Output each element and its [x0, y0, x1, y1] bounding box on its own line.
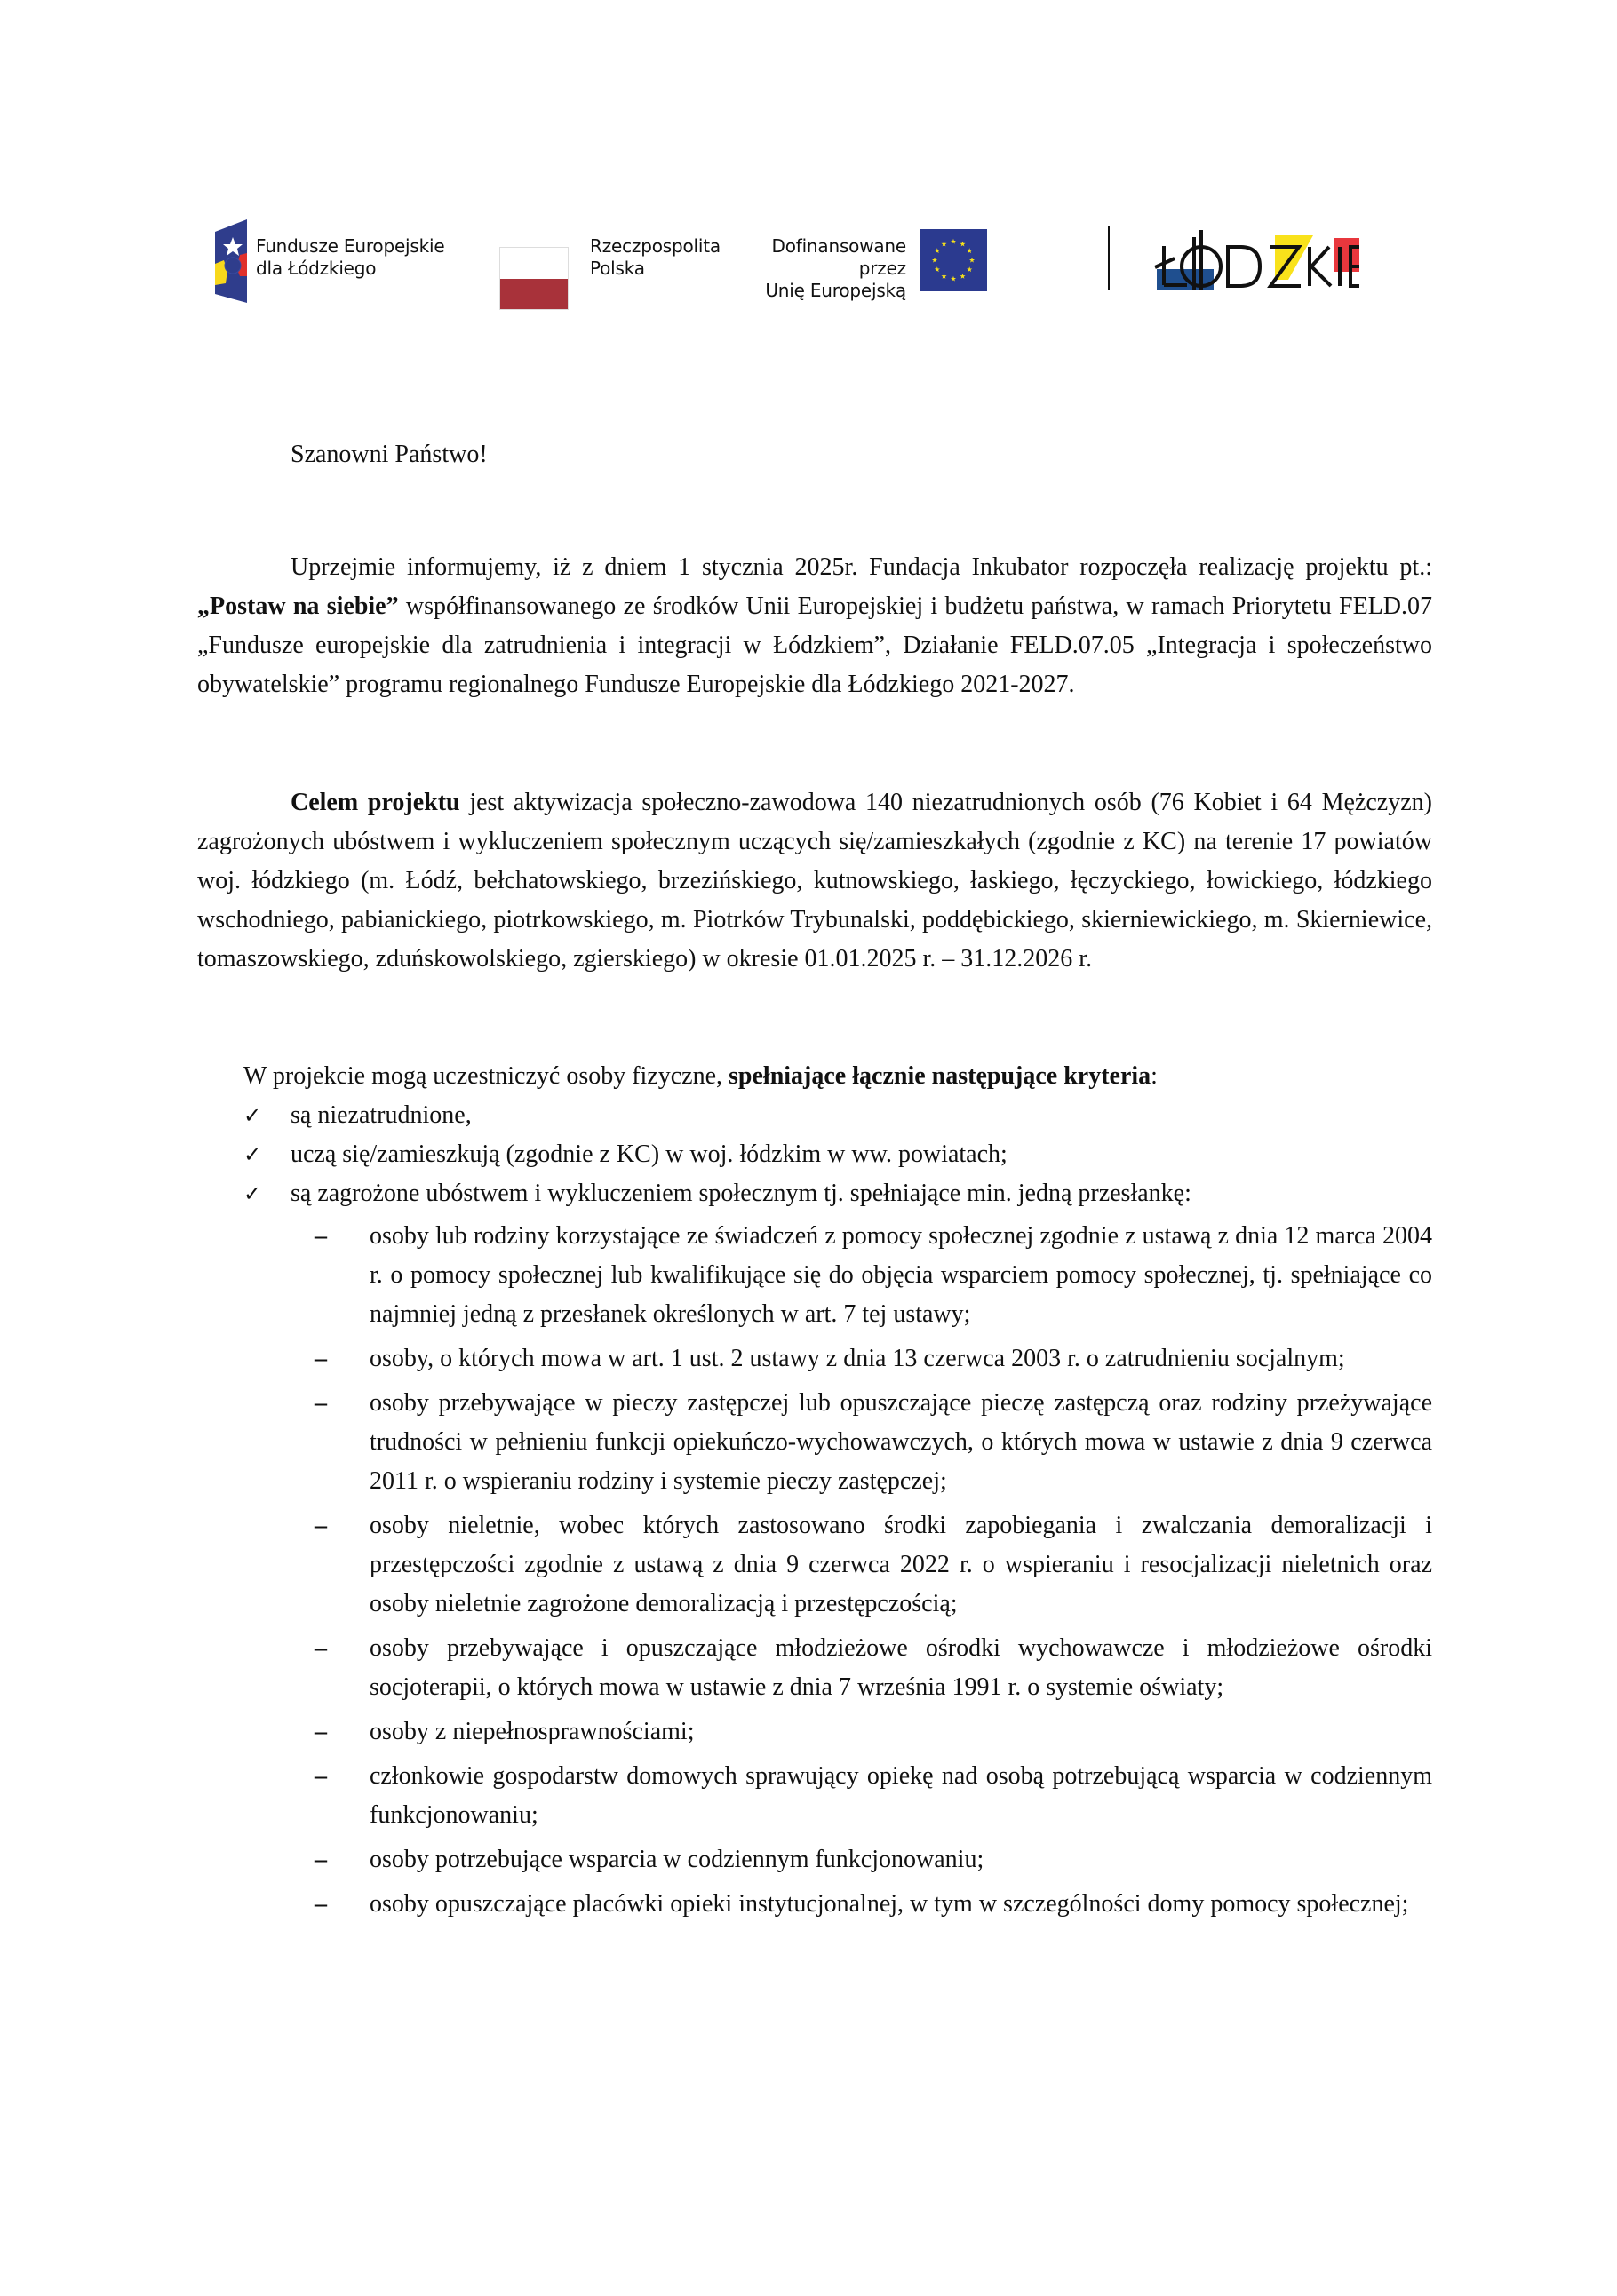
- criteria-text: są zagrożone ubóstwem i wykluczeniem społecznym tj. spełniające min. jedną przesłankę:: [291, 1180, 1191, 1207]
- condition-item: [315, 1217, 1432, 1334]
- project-title: „Postaw na siebie”: [197, 592, 399, 620]
- intro-paragraph: [197, 548, 1432, 704]
- eu-logo-line2: Unię Europejską: [765, 280, 906, 301]
- eu-funding-logo: [755, 218, 1075, 306]
- condition-item: [315, 1757, 1432, 1835]
- intro-text-before: Uprzejmie informujemy, iż z dniem 1 stycznia 2025r. Fundacja Inkubator rozpoczęła realizację projektu pt.:: [291, 553, 1432, 581]
- checkmark-icon: ✓: [243, 1103, 262, 1128]
- condition-text: osoby, o których mowa w art. 1 ust. 2 ustawy z dnia 13 czerwca 2003 r. o zatrudnieniu socjalnym;: [370, 1345, 1345, 1372]
- condition-text: osoby z niepełnosprawnościami;: [370, 1718, 695, 1745]
- fundusze-logo-line1: Fundusze Europejskie: [256, 235, 445, 257]
- criteria-text: są niezatrudnione,: [291, 1101, 472, 1129]
- conditions-list: [315, 1217, 1432, 1929]
- logo-strip: [204, 218, 1430, 311]
- criteria-intro-text: W projekcie mogą uczestniczyć osoby fizyczne,: [243, 1062, 729, 1090]
- fundusze-europejskie-logo: [204, 218, 453, 306]
- rzeczpospolita-polska-logo: [489, 218, 755, 306]
- dash-bullet-icon: –: [315, 1389, 327, 1417]
- condition-item: [315, 1885, 1432, 1924]
- criteria-item: [243, 1135, 1432, 1174]
- polska-logo-line2: Polska: [590, 258, 645, 279]
- checkmark-icon: ✓: [243, 1142, 262, 1167]
- criteria-intro-colon: :: [1151, 1062, 1158, 1090]
- project-goal-text: jest aktywizacja społeczno-zawodowa 140 niezatrudnionych osób (76 Kobiet i 64 Mężczyzn) zagrożonych ubóstwem i wykluczeniem społecznym uczących się/zamieszkałych (zgodnie z KC) na terenie 17 powiatów woj. łódzkiego (m. Łódź, bełchatowskiego, brzezińskiego, kutnowskiego, łaskiego, łęczyckiego, łowickiego, łódzkiego wschodniego, pabianickiego, piotrkowskiego, m. Piotrków Trybunalski, poddębickiego, skierniewickiego, m. Skierniewice, tomaszowskiego, zduńskowolskiego, zgierskiego) w okresie 01.01.2025 r. – 31.12.2026 r.: [197, 789, 1432, 973]
- condition-text: osoby nieletnie, wobec których zastosowano środki zapobiegania i zwalczania demoralizacji i przestępczości zgodnie z ustawą z dnia 9 czerwca 2022 r. o wspieraniu i resocjalizacji nieletnich oraz osoby nieletnie zagrożone demoralizacją i przestępczością;: [370, 1512, 1432, 1617]
- condition-text: osoby lub rodziny korzystające ze świadczeń z pomocy społecznej zgodnie z ustawą z dnia 12 marca 2004 r. o pomocy społecznej lub kwalifikujące się do objęcia wsparciem pomocy społecznej, tj. spełniające co najmniej jedną z przesłanek określonych w art. 7 tej ustawy;: [370, 1222, 1432, 1328]
- condition-item: [315, 1629, 1432, 1707]
- dash-bullet-icon: –: [315, 1634, 327, 1662]
- dash-bullet-icon: –: [315, 1846, 327, 1873]
- intro-text-after: współfinansowanego ze środków Unii Europejskiej i budżetu państwa, w ramach Priorytetu FELD.07 „Fundusze europejskie dla zatrudnienia i integracji w Łódzkiem”, Działanie FELD.07.05 „Integracja i społeczeństwo obywatelskie” programu regionalnego Fundusze Europejskie dla Łódzkiego 2021-2027.: [197, 592, 1432, 698]
- condition-text: osoby potrzebujące wsparcia w codziennym funkcjonowaniu;: [370, 1846, 984, 1873]
- criteria-item: [243, 1174, 1432, 1213]
- dash-bullet-icon: –: [315, 1890, 327, 1918]
- criteria-item: [243, 1096, 1432, 1135]
- dash-bullet-icon: –: [315, 1512, 327, 1539]
- criteria-list: [243, 1096, 1432, 1213]
- condition-text: członkowie gospodarstw domowych sprawujący opiekę nad osobą potrzebującą wsparcia w codziennym funkcjonowaniu;: [370, 1762, 1432, 1829]
- condition-item: [315, 1840, 1432, 1879]
- condition-item: [315, 1384, 1432, 1501]
- condition-text: osoby przebywające w pieczy zastępczej lub opuszczające pieczę zastępczą oraz rodziny przeżywające trudności w pełnieniu funkcji opiekuńczo-wychowawczych, o których mowa w ustawie z dnia 9 czerwca 2011 r. o wspieraniu rodziny i systemie pieczy zastępczej;: [370, 1389, 1432, 1495]
- checkmark-icon: ✓: [243, 1181, 262, 1206]
- eu-flag-icon: [920, 229, 987, 291]
- condition-text: osoby przebywające i opuszczające młodzieżowe ośrodki wychowawcze i młodzieżowe ośrodki socjoterapii, o których mowa w ustawie z dnia 7 września 1991 r. o systemie oświaty;: [370, 1634, 1432, 1701]
- dash-bullet-icon: –: [315, 1762, 327, 1790]
- greeting: Szanowni Państwo!: [291, 441, 488, 468]
- condition-text: osoby opuszczające placówki opieki instytucjonalnej, w tym w szczególności domy pomocy społecznej;: [370, 1890, 1409, 1918]
- logo-separator: [1108, 226, 1110, 290]
- polish-flag-icon: [499, 247, 569, 310]
- project-goal-label: Celem projektu: [291, 789, 460, 816]
- dash-bullet-icon: –: [315, 1222, 327, 1250]
- dash-bullet-icon: –: [315, 1345, 327, 1372]
- condition-item: [315, 1506, 1432, 1624]
- eu-logo-line1: Dofinansowane przez: [771, 235, 906, 279]
- condition-item: [315, 1712, 1432, 1752]
- lodzkie-wordmark-icon: [1146, 218, 1359, 306]
- dash-bullet-icon: –: [315, 1718, 327, 1745]
- condition-item: [315, 1339, 1432, 1378]
- fundusze-europejskie-emblem-icon: [215, 219, 247, 303]
- criteria-intro: [243, 1057, 1432, 1096]
- criteria-intro-bold: spełniające łącznie następujące kryteria: [729, 1062, 1151, 1090]
- project-goal-paragraph: [197, 783, 1432, 979]
- criteria-text: uczą się/zamieszkują (zgodnie z KC) w woj. łódzkim w ww. powiatach;: [291, 1140, 1008, 1168]
- lodzkie-logo: [1146, 218, 1413, 306]
- polska-logo-line1: Rzeczpospolita: [590, 235, 721, 257]
- fundusze-logo-line2: dla Łódzkiego: [256, 258, 377, 279]
